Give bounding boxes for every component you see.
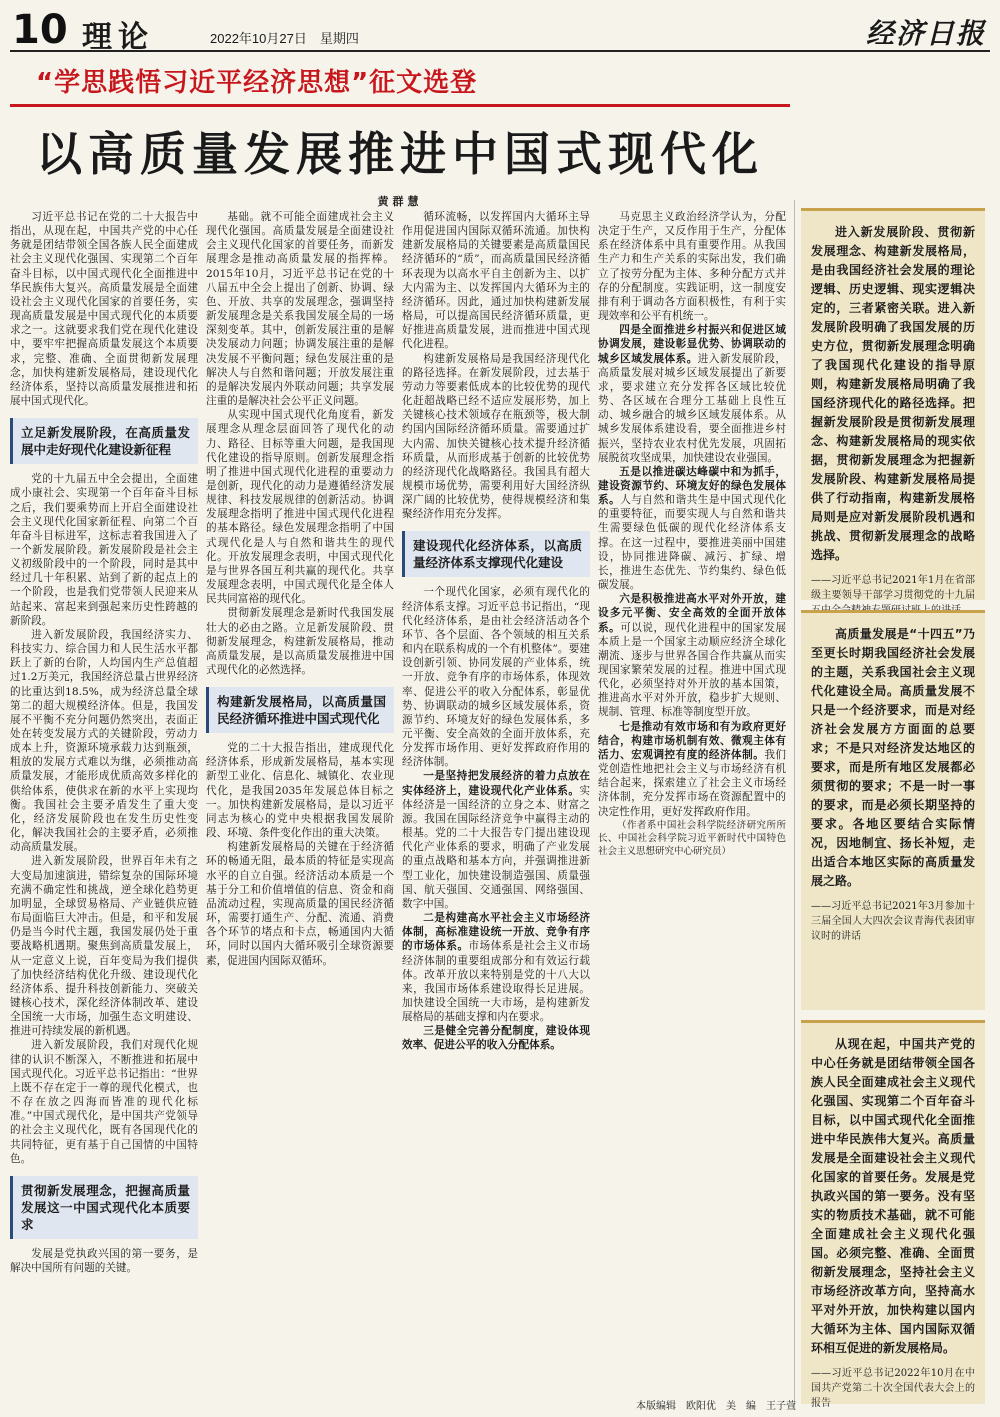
paragraph [598,323,786,465]
paragraph: 构建新发展格局是我国经济现代化的路径选择。在新发展阶段，过去基于劳动力等要素低成本的比较优势的现代化赶超战略已经不适应发展形势，加上关键核心技术领域存在瓶颈等，极大制约国内国际经济循环质量。需要通过扩大内需、加快关键核心技术提升经济循环质量，从而形成基于创新的比较优势的经济现代化战略路径。我国具有超大规模市场优势，需要利用好大国经济纵深广阔的比较优势，使得规模经济和集聚经济作用充分发挥。 [402,352,590,521]
author-note: （作者系中国社会科学院经济研究所所长、中国社会科学院习近平新时代中国特色社会主义思想研究中心研究员） [598,819,786,857]
paragraph: 从实现中国式现代化角度看，新发展理念从理念层面回答了现代化的动力、路径、目标等重大问题，是我国现代化建设的指导原则。创新发展理念指明了推进中国式现代化进程的重要动力是创新，现代化的动力是遵循经济发展规律、科技发展规律的创新活动。协调发展理念指明了推进中国式现代化进程的基本路径。绿色发展理念指明了中国式现代化是人与自然和谐共生的现代化。开放发展理念表明，中国式现代化是与世界各国互利共赢的现代化。共享发展理念表明，中国式现代化是全体人民共同富裕的现代化。 [206,409,394,606]
paragraph [598,465,786,592]
quote-source: ——习近平总书记2021年3月参加十三届全国人大四次会议青海代表团审议时的讲话 [811,901,975,942]
headline: 以高质量发展推进中国式现代化 [36,127,764,181]
paragraph: 进入新发展阶段，我国经济实力、科技实力、综合国力和人民生活水平都跃上了新的台阶，人均国内生产总值超过1.2万美元，我国经济总量占世界经济的比重达到18.5%，成为经济总量全球第二的超大规模经济体。但是，我国发展不平衡不充分问题仍然突出，表面正处在转变发展方式的关键阶段，劳动力成本上升，资源环境承载力达到瓶颈，粗放的发展方式难以为继，必须推动高质量发展，才能形成优质高效多样化的供给体系，使供求在新的水平上实现均衡。我国社会主要矛盾发生了重大变化，经济发展阶段也在发生历史性变化，解决我国社会的主要矛盾，必须推动高质量发展。 [10,628,198,854]
quote-box [801,1020,985,1409]
paragraph: 党的二十大报告指出，建成现代化经济体系，形成新发展格局，基本实现新型工业化、信息化、城镇化、农业现代化，是我国2035年发展总体目标之一。加快构建新发展格局，是以习近平同志为核心的党中央根据我国发展阶段、环境、条件变化作出的重大决策。 [206,742,394,840]
paragraph-lead: 六是积极推进高水平对外开放，建设多元平衡、安全高效的全面开放体系。 [598,593,786,634]
masthead [10,7,990,55]
paragraph-body: 可以说，现代化进程中的国家发展本质上是一个国家主动顺应经济全球化潮流、逐步与世界各国合作共赢从而实现国家繁荣发展的过程。推进中国式现代化，必须坚持对外开放的基本国策，推进高水平对外开放，稳步扩大规则、规制、管理、标准等制度型开放。 [598,621,786,719]
paragraph [598,592,786,719]
paragraph: 构建新发展格局的关键在于经济循环的畅通无阻，最本质的特征是实现高水平的自立自强。经济活动本质是一个基于分工和价值增值的信息、资金和商品流动过程，实现高质量的国民经济循环，需要打通生产、分配、流通、消费各个环节的堵点和卡点，畅通国内大循环，同时以国内大循环吸引全球资源要素，促进国内国际双循环。 [206,841,394,967]
article-column-1 [10,210,198,1406]
column-label: “学思践悟习近平经济思想”征文选登 [36,68,478,98]
paragraph: 基础。就不可能全面建成社会主义现代化强国。高质量发展是全面建设社会主义现代化国家的首要任务，而新发展理念是推动高质量发展的指挥棒。2015年10月，习近平总书记在党的十八届五中全会上提出了创新、协调、绿色、开放、共享的发展理念，强调坚持新发展理念是关系我国发展全局的一场深刻变革。其中，创新发展注重的是解决发展动力问题；协调发展注重的是解决发展不平衡问题；绿色发展注重的是解决人与自然和谐问题；开放发展注重的是解决发展内外联动问题；共享发展注重的是解决社会公平正义问题。 [206,211,394,408]
paragraph-lead: 五是以推进碳达峰碳中和为抓手，建设资源节约、环境友好的绿色发展体系。 [598,465,786,507]
quote-sidebar [794,200,990,1410]
article-column-4 [598,210,786,1406]
quote-source: ——习近平总书记2022年10月在中国共产党第二十次全国代表大会上的报告 [811,1368,975,1409]
quote-source: ——习近平总书记2021年1月在省部级主要领导干部学习贯彻党的十九届 [811,575,975,601]
article-column-2 [206,210,394,1406]
paragraph: 习近平总书记在党的二十大报告中指出，从现在起，中国共产党的中心任务就是团结带领全国各族人民全面建成社会主义现代化强国、实现第二个百年奋斗目标，以中国式现代化全面推进中华民族伟大复兴。高质量发展是全面建设社会主义现代化国家的首要任务，实现高质量发展是中国式现代化的本质要求之一。这就要求我们党在现代化建设中，要牢牢把握高质量发展这个本质要求，完整、准确、全面贯彻新发展理念，加快构建新发展格局，建设现代化经济体系，坚持以高质量发展推进和拓展中国式现代化。 [10,211,198,408]
paragraph: 进入新发展阶段，我们对现代化规律的认识不断深入，不断推进和拓展中国式现代化。习近平总书记指出：“世界上既不存在定于一尊的现代化模式，也不存在放之四海而皆准的现代化标准。”中国式现代化，是中国共产党领导的社会主义现代化，既有各国现代化的共同特征，更有基于自己国情的中国特色。 [10,1039,198,1165]
paragraph [402,769,590,911]
paragraph: 进入新发展阶段，世界百年未有之大变局加速演进，错综复杂的国际环境充满不确定性和挑战，逆全球化趋势更加明显，全球贸易格局、产业链供应链布局面临巨大冲击。但是，和平和发展仍是当今时代主题，我国发展仍处于重要战略机遇期。聚焦到高质量发展上，从一定意义上说，百年变局为我们提供了加快经济结构优化升级、建设现代化经济体系、提升科技创新能力、突破关键核心技术，深化经济体制改革、建设全国统一大市场，加强生态文明建设、推进可持续发展的新机遇。 [10,855,198,1038]
paragraph: 一个现代化国家，必须有现代化的经济体系支撑。习近平总书记指出，“现代化经济体系，是由社会经济活动各个环节、各个层面、各个领域的相互关系和内在联系构成的一个有机整体”。要建设创新引领、协同发展的产业体系，统一开放、竞争有序的市场体系，体现效率、促进公平的收入分配体系，彰显优势、协调联动的城乡区域发展体系，资源节约、环境友好的绿色发展体系，多元平衡、安全高效的全面开放体系，充分发挥市场作用、更好发挥政府作用的经济体制。 [402,586,590,769]
paragraph-lead: 四是全面推进乡村振兴和促进区域协调发展，建设彰显优势、协调联动的城乡区域发展体系。 [598,324,786,365]
column-rule [10,104,790,107]
quote-text: 高质量发展是“十四五”乃至更长时期我国经济社会发展的主题，关系我国社会主义现代化建设全局。高质量发展不只是一个经济要求，而是对经济社会发展方方面面的总要求；不是只对经济发达地区的要求，而是所有地区发展都必须贯彻的要求；不是一时一事的要求，而是必须长期坚持的要求。各地区要结合实际情况，因地制宜、扬长补短，走出适合本地区实际的高质量发展之路。 [811,627,975,888]
paragraph-lead: 七是推动有效市场和有为政府更好结合，构建市场机制有效、微观主体有活力、宏观调控有度的经济体制。 [598,720,786,761]
section-name: 理论 [82,20,154,55]
quote-box [801,610,985,1010]
paragraph [402,1024,590,1052]
page-number: 10 [12,7,68,53]
paragraph-body: 我们党创造性地把社会主义与市场经济有机结合起来，探索建立了社会主义市场经济体制，充分发挥市场在资源配置中的决定性作用，更好发挥政府作用。 [598,748,786,818]
paragraph: 党的十九届五中全会提出，全面建成小康社会、实现第一个百年奋斗目标之后，我们要乘势而上开启全面建设社会主义现代化国家新征程、向第二个百年奋斗目标进军，这标志着我国进入了一个新发展阶段。新发展阶段是社会主义初级阶段中的一个阶段，同时是其中经过几十年积累、站到了新的起点上的一个阶段，也是我们党带领人民迎来从站起来、富起来到强起来历史性跨越的新阶段。 [10,473,198,627]
paragraph [598,720,786,819]
quote-text: 进入新发展阶段、贯彻新发展理念、构建新发展格局，是由我国经济社会发展的理论逻辑、历史逻辑、现实逻辑决定的，三者紧密关联。进入新发展阶段明确了我国发展的历史方位，贯彻新发展理念明确了我国现代化建设的指导原则，构建新发展格局明确了我国经济现代化的路径选择。把握新发展阶段是贯彻新发展理念、构建新发展格局的现实依据，贯彻新发展理念为把握新发展阶段、构建新发展格局提供了行动指南，构建新发展格局则是应对新发展阶段机遇和挑战、贯彻新发展理念的战略选择。 [811,225,975,562]
paragraph-body: 实体经济是一国经济的立身之本、财富之源。我国在国际经济竞争中赢得主动的根基。党的二十大报告专门提出建设现代化产业体系的要求，明确了产业发展的重点战略和基本方向，并强调推进新型工业化，加快建设制造强国、质量强国、航天强国、交通强国、网络强国、数字中国。 [402,784,590,910]
sub-heading: 构建新发展格局，以高质量国民经济循环推进中国式现代化 [206,687,394,733]
sub-heading: 建设现代化经济体系，以高质量经济体系支撑现代化建设 [402,531,590,577]
sub-heading: 立足新发展阶段，在高质量发展中走好现代化建设新征程 [10,418,198,464]
paragraph: 循环流畅，以发挥国内大循环主导作用促进国内国际双循环流通。加快构建新发展格局的关键要素是高质量国民经济循环的“质”，而高质量国民经济循环表现为以高水平自主创新为主、以扩大内需为主、以发挥国内大循环为主的经济循环。因此，通过加快构建新发展格局，可以提高国民经济循环质量，更好推进高质量发展，进而推进中国式现代化进程。 [402,211,590,351]
paragraph: 贯彻新发展理念是新时代我国发展壮大的必由之路。立足新发展阶段、贯彻新发展理念，构建新发展格局，推动高质量发展，是以高质量发展推进中国式现代化的必然选择。 [206,607,394,676]
article-column-3 [402,210,590,1406]
editor-credits: 本版编辑 欧阳优 美 编 王子萱 [636,1401,796,1412]
paragraph [402,911,590,1024]
issue-date: 2022年10月27日 星期四 [210,31,359,46]
sub-heading: 贯彻新发展理念，把握高质量发展这一中国式现代化本质要求 [10,1176,198,1239]
quote-box [801,208,985,600]
paragraph-lead: 二是构建高水平社会主义市场经济体制，高标准建设统一开放、竞争有序的市场体系。 [402,912,590,953]
paragraph: 发展是党执政兴国的第一要务，是解决中国所有问题的关键。 [10,1247,198,1274]
paragraph-body: 进入新发展阶段，高质量发展对城乡区域发展提出了新要求，要求建立充分发挥各区域比较优势、各区域在合理分工基础上良性互动、城乡融合的城乡区域发展体系。从城乡发展体系建设看，要全面推进乡村振兴，坚持农业农村优先发展，巩固拓展脱贫攻坚成果，加快建设农业强国。 [598,352,786,464]
paragraph: 马克思主义政治经济学认为，分配决定于生产，又反作用于生产，分配体系在经济体系中具有重要作用。从我国生产力和生产关系的实际出发，我们确立了按劳分配为主体、多种分配方式并存的分配制度。实践证明，这一制度安排有利于调动各方面积极性，有利于实现效率和公平有机统一。 [598,211,786,323]
quote-text: 从现在起，中国共产党的中心任务就是团结带领全国各族人民全面建成社会主义现代化强国、实现第二个百年奋斗目标，以中国式现代化全面推进中华民族伟大复兴。高质量发展是全面建设社会主义现代化国家的首要任务。发展是党执政兴国的第一要务。没有坚实的物质技术基础，就不可能全面建成社会主义现代化强国。必须完整、准确、全面贯彻新发展理念，坚持社会主义市场经济改革方向，坚持高水平对外开放，加快构建以国内大循环为主体、国内国际双循环相互促进的新发展格局。 [811,1037,975,1355]
paragraph-body: 人与自然和谐共生是中国式现代化的重要特征，而要实现人与自然和谐共生需要绿色低碳的现代化经济体系支撑。在这一过程中，要推进美丽中国建设，协同推进降碳、减污、扩绿、增长，推进生态优先、节约集约、绿色低碳发展。 [598,494,786,592]
paragraph-lead: 一是坚持把发展经济的着力点放在实体经济上，建设现代化产业体系。 [402,770,590,797]
paragraph-body: 市场体系是社会主义市场经济体制的重要组成部分和有效运行载体。改革开放以来特别是党的十八大以来，我国市场体系建设取得长足进展。加快建设全国统一大市场，是构建新发展格局的基础支撑和内在要求。 [402,940,590,1024]
paper-logo: 经济日报 [865,17,986,50]
byline: 黄群慧 [377,195,423,208]
paragraph-lead: 三是健全完善分配制度，建设体现效率、促进公平的收入分配体系。 [402,1025,590,1052]
